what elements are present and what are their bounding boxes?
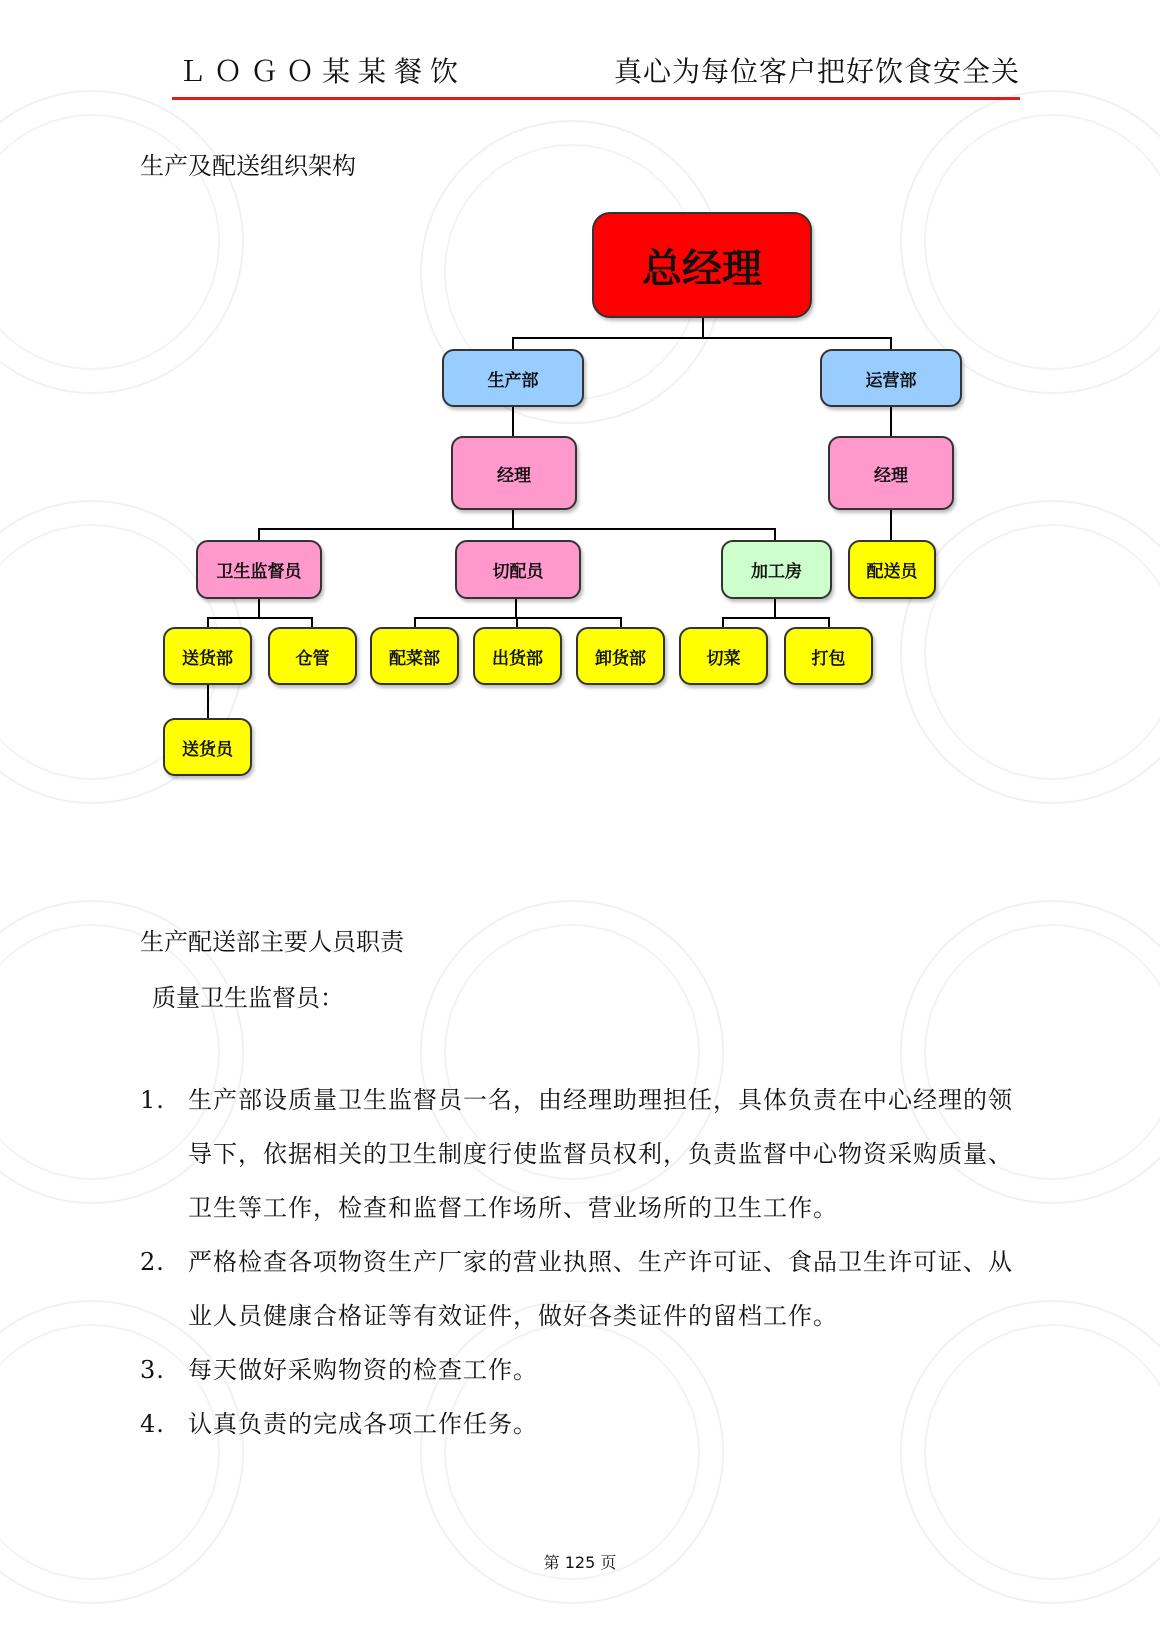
header-logo-text: ＬＯＧＯ某某餐饮 bbox=[178, 55, 467, 88]
org-node-operations-dept: 运营部 bbox=[820, 349, 962, 407]
org-node-delivery-dept: 送货部 bbox=[163, 627, 252, 685]
connector-line bbox=[828, 617, 830, 627]
connector-line bbox=[722, 617, 724, 627]
connector-line bbox=[890, 337, 892, 349]
connector-line bbox=[515, 599, 517, 617]
duty-text: 严格检查各项物资生产厂家的营业执照、生产许可证、食品卫生许可证、从业人员健康合格证等有效证件，做好各类证件的留档工作。 bbox=[188, 1248, 1013, 1330]
connector-line bbox=[774, 528, 776, 540]
connector-line bbox=[207, 617, 209, 627]
duty-number: 3. bbox=[140, 1356, 165, 1384]
org-node-warehouse: 仓管 bbox=[268, 627, 357, 685]
org-node-delivery-person: 送货员 bbox=[163, 718, 252, 776]
connector-line bbox=[890, 510, 892, 540]
connector-line bbox=[207, 685, 209, 718]
connector-line bbox=[258, 528, 776, 530]
page-number-prefix: 第 bbox=[543, 1553, 560, 1572]
org-node-production-manager: 经理 bbox=[451, 436, 577, 510]
org-node-ceo: 总经理 bbox=[592, 212, 812, 318]
connector-line bbox=[258, 528, 260, 540]
header-slogan: 真心为每位客户把好饮食安全关 bbox=[613, 55, 1020, 88]
section-title-org-chart: 生产及配送组织架构 bbox=[140, 152, 356, 180]
duty-item bbox=[140, 1073, 1020, 1235]
duty-number: 4. bbox=[140, 1410, 165, 1438]
duty-number: 1. bbox=[140, 1086, 165, 1114]
org-node-hygiene-supervisor: 卫生监督员 bbox=[196, 540, 322, 599]
org-node-processing-room: 加工房 bbox=[721, 540, 832, 599]
duties-list bbox=[140, 1073, 1020, 1451]
connector-line bbox=[890, 407, 892, 436]
connector-line bbox=[512, 407, 514, 436]
duty-text: 每天做好采购物资的检查工作。 bbox=[188, 1356, 538, 1384]
duty-item bbox=[140, 1235, 1020, 1343]
duty-text: 认真负责的完成各项工作任务。 bbox=[188, 1410, 538, 1438]
page-number-suffix: 页 bbox=[600, 1553, 617, 1572]
org-node-operations-manager: 经理 bbox=[828, 436, 954, 510]
connector-line bbox=[311, 617, 313, 627]
org-node-production-dept: 生产部 bbox=[442, 349, 584, 407]
connector-line bbox=[774, 599, 776, 617]
connector-line bbox=[702, 318, 704, 338]
org-node-delivery-staff: 配送员 bbox=[848, 540, 936, 599]
page-footer bbox=[0, 1550, 1160, 1573]
page-number: 125 bbox=[564, 1553, 596, 1572]
org-node-packing: 打包 bbox=[784, 627, 873, 685]
connector-line bbox=[620, 617, 622, 627]
org-node-shipping-dept: 出货部 bbox=[473, 627, 562, 685]
org-node-vegetable-cutting: 切菜 bbox=[679, 627, 768, 685]
org-node-unloading-dept: 卸货部 bbox=[576, 627, 665, 685]
org-chart bbox=[0, 0, 1160, 800]
duty-item bbox=[140, 1397, 1020, 1451]
connector-line bbox=[258, 599, 260, 617]
duty-number: 2. bbox=[140, 1248, 165, 1276]
connector-line bbox=[414, 617, 622, 619]
duty-text: 生产部设质量卫生监督员一名，由经理助理担任，具体负责在中心经理的领导下，依据相关的卫生制度行使监督员权利，负责监督中心物资采购质量、卫生等工作，检查和监督工作场所、营业场所的卫生工作。 bbox=[188, 1086, 1013, 1222]
connector-line bbox=[414, 617, 416, 627]
duty-item bbox=[140, 1343, 1020, 1397]
section-title-duties: 生产配送部主要人员职责 bbox=[140, 928, 404, 956]
connector-line bbox=[516, 617, 518, 627]
connector-line bbox=[512, 337, 514, 349]
connector-line bbox=[512, 510, 514, 528]
connector-line bbox=[207, 617, 313, 619]
subsection-title-hygiene-supervisor: 质量卫生监督员： bbox=[152, 984, 344, 1012]
connector-line bbox=[722, 617, 830, 619]
org-node-cutting-staff: 切配员 bbox=[455, 540, 581, 599]
org-node-dish-prep-dept: 配菜部 bbox=[370, 627, 459, 685]
connector-line bbox=[512, 337, 892, 339]
